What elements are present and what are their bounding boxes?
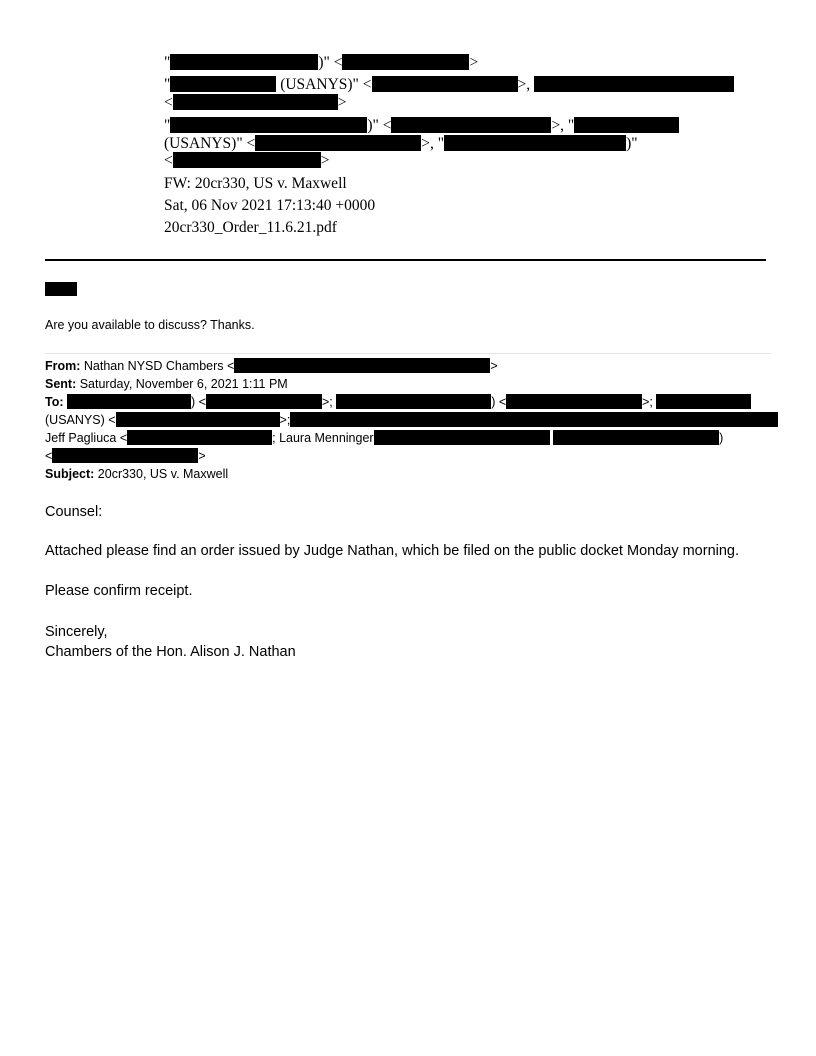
greeting: Counsel: — [45, 504, 103, 520]
subject-value: FW: 20cr330, US v. Maxwell — [164, 175, 347, 192]
redaction-box — [553, 430, 719, 445]
redaction-box — [206, 394, 322, 409]
redaction-box — [336, 394, 491, 409]
redaction-box — [116, 412, 280, 427]
redaction-box — [374, 430, 550, 445]
redaction-box — [391, 117, 551, 133]
redaction-box — [234, 358, 490, 373]
fwd-to-line3: Jeff Pagliuca < ; Laura Menninger ) — [45, 431, 724, 445]
signature: Chambers of the Hon. Alison J. Nathan — [45, 644, 296, 660]
reply-text: Are you available to discuss? Thanks. — [45, 318, 255, 332]
redaction-box — [45, 282, 77, 296]
redaction-box — [170, 76, 276, 92]
fwd-to-line2: (USANYS) < >; — [45, 411, 778, 429]
redaction-box — [173, 94, 338, 110]
redaction-box — [67, 394, 191, 409]
fwd-to: To: ) < >; ) < >; — [45, 393, 751, 411]
date-value: Sat, 06 Nov 2021 17:13:40 +0000 — [164, 197, 376, 214]
fwd-from: From: Nathan NYSD Chambers < > — [45, 359, 498, 373]
redaction-box — [372, 76, 518, 92]
separator-line — [45, 353, 771, 354]
redaction-box — [127, 430, 272, 445]
redaction-box — [255, 135, 421, 151]
redaction-box — [574, 117, 679, 133]
redaction-box — [170, 117, 367, 133]
redaction-box — [506, 394, 642, 409]
redaction-box — [534, 76, 734, 92]
fwd-to-line4: < > — [45, 449, 206, 463]
attachment-link[interactable]: 20cr330_Order_11.6.21.pdf — [164, 219, 337, 236]
redaction-box — [342, 54, 469, 70]
fwd-sent: Sent: Saturday, November 6, 2021 1:11 PM — [45, 377, 288, 391]
redaction-box — [52, 448, 198, 463]
redaction-box — [656, 394, 751, 409]
cc-value: " )" < >, " — [164, 117, 679, 135]
redaction-box — [290, 412, 778, 427]
closing: Sincerely, — [45, 624, 108, 640]
from-value: " )" < > — [164, 54, 479, 71]
fwd-subject: Subject: 20cr330, US v. Maxwell — [45, 467, 229, 481]
to-value: " (USANYS)" < >, — [164, 76, 734, 94]
cc-value-line3: < > — [164, 152, 330, 169]
header-divider — [45, 259, 766, 261]
message-paragraph: Attached please find an order issued by Judge Nathan, which be filed on the public docket Monday morning. — [45, 543, 740, 559]
to-value-line2: < > — [164, 94, 347, 111]
redaction-box — [170, 54, 318, 70]
redaction-box — [173, 152, 321, 168]
redaction-box — [444, 135, 626, 151]
confirm-request: Please confirm receipt. — [45, 583, 193, 599]
cc-value-line2: (USANYS)" < >, " )" — [164, 135, 638, 152]
